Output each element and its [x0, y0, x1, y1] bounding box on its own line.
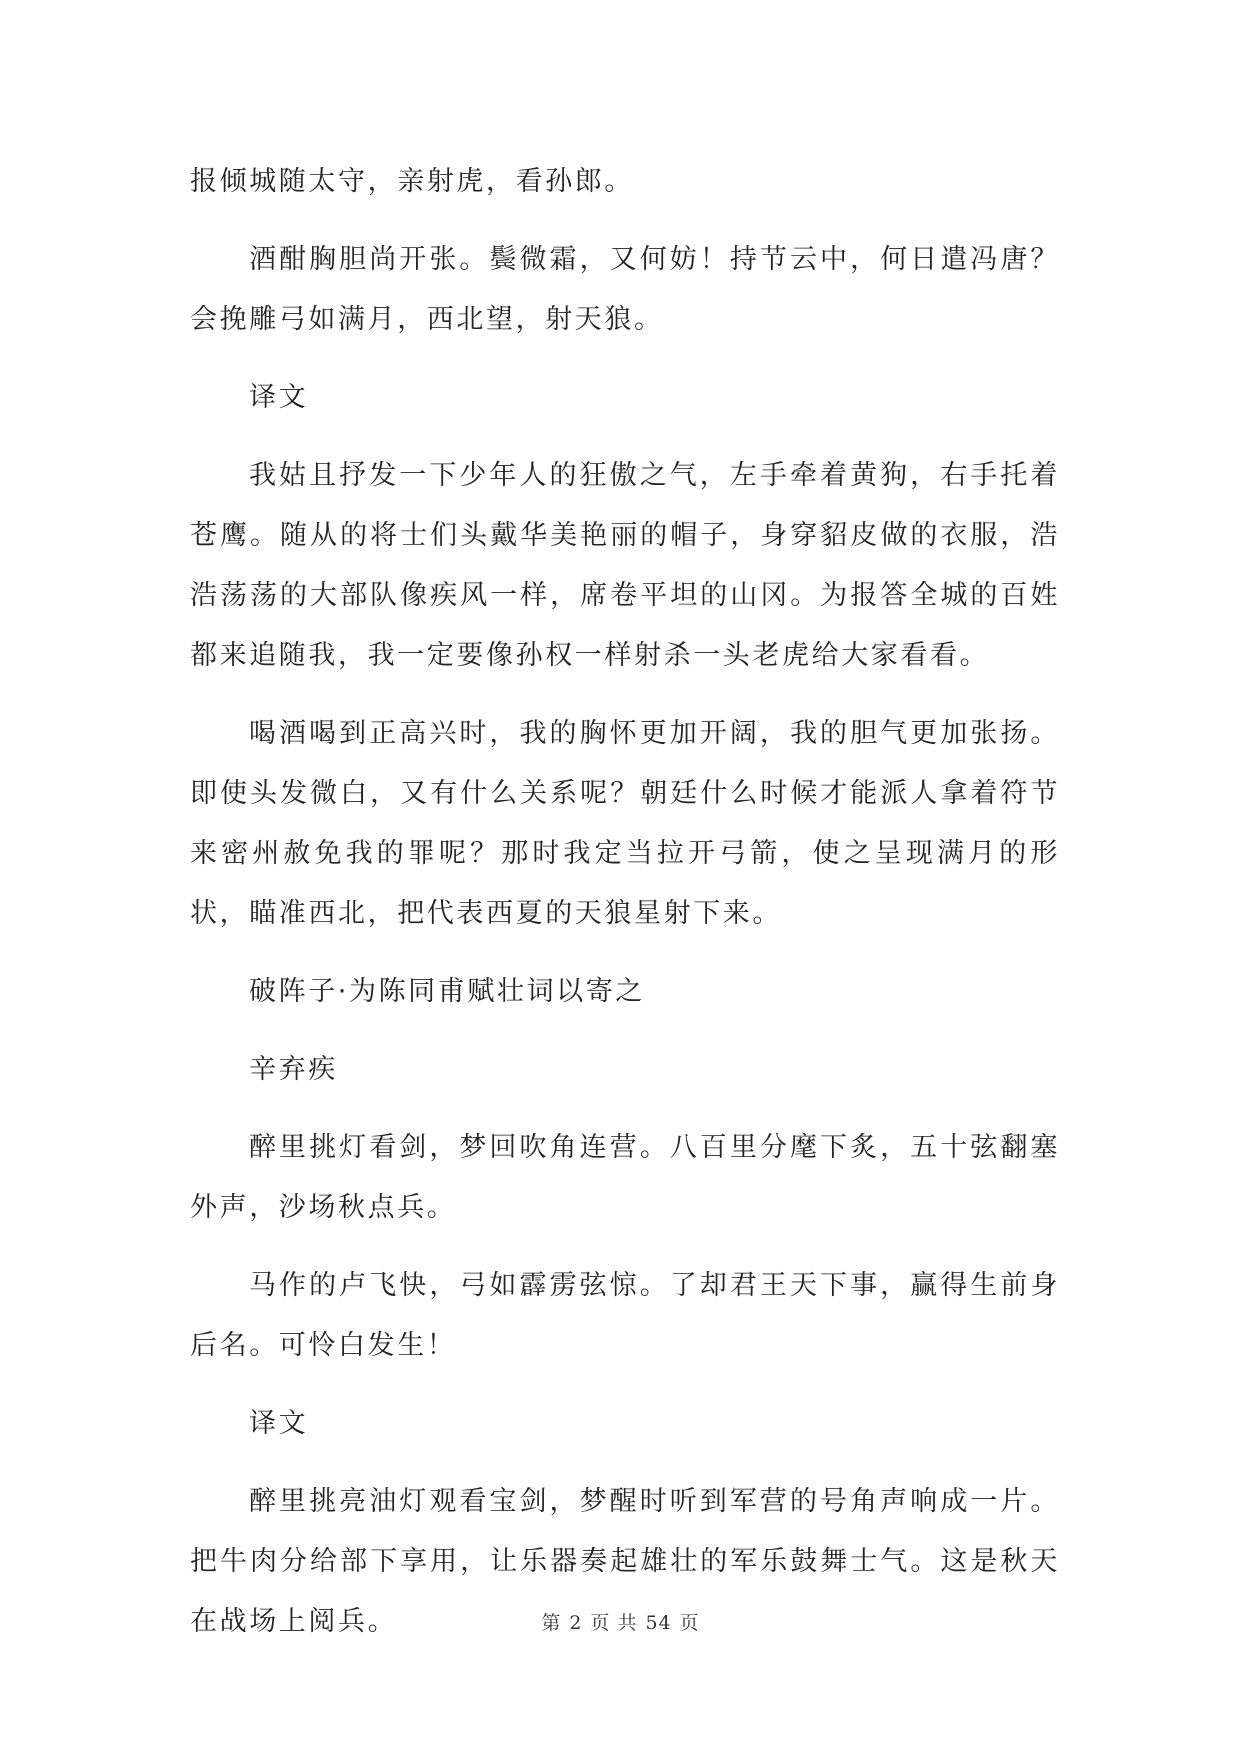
footer-middle: 页 共: [590, 1612, 638, 1634]
paragraph-translation-3: 醉里挑亮油灯观看宝剑，梦醒时听到军营的号角声响成一片。把牛肉分给部下享用，让乐器奏起雄壮的军乐鼓舞士气。这是秋天在战场上阅兵。: [190, 1486, 1060, 1637]
poem-title: 破阵子·为陈同甫赋壮词以寄之: [249, 976, 645, 1007]
paragraph-poem-stanza-1: 醉里挑灯看剑，梦回吹角连营。八百里分麾下炙，五十弦翻塞外声，沙场秋点兵。: [190, 1132, 1060, 1223]
footer-prefix: 第: [541, 1612, 562, 1634]
poem-author: 辛弃疾: [249, 1054, 338, 1085]
paragraph-poem-stanza: 酒酣胸胆尚开张。鬓微霜，又何妨！持节云中，何日遣冯唐？会挽雕弓如满月，西北望，射天狼。: [190, 244, 1060, 335]
footer-current-page: 2: [569, 1612, 583, 1634]
paragraph-translation-1: 我姑且抒发一下少年人的狂傲之气，左手牵着黄狗，右手托着苍鹰。随从的将士们头戴华美艳丽的帽子，身穿貂皮做的衣服，浩浩荡荡的大部队像疾风一样，席卷平坦的山冈。为报答全城的百姓都来追随我，我一定要像孙权一样射杀一头老虎给大家看看。: [190, 460, 1060, 671]
paragraph-translation-2: 喝酒喝到正高兴时，我的胸怀更加开阔，我的胆气更加张扬。即使头发微白，又有什么关系呢？朝廷什么时候才能派人拿着符节来密州赦免我的罪呢？那时我定当拉开弓箭，使之呈现满月的形状，瞄准西北，把代表西夏的天狼星射下来。: [190, 718, 1060, 929]
footer-suffix: 页: [679, 1612, 700, 1634]
page-footer: [0, 1608, 1241, 1635]
document-body: [190, 152, 1060, 1670]
footer-total-pages: 54: [645, 1612, 672, 1634]
section-heading-translation-2: 译文: [249, 1408, 309, 1439]
paragraph-poem-stanza-2: 马作的卢飞快，弓如霹雳弦惊。了却君王天下事，赢得生前身后名。可怜白发生！: [190, 1270, 1060, 1361]
section-heading-translation: 译文: [249, 382, 309, 413]
paragraph-poem-line: 报倾城随太守，亲射虎，看孙郎。: [190, 166, 634, 197]
